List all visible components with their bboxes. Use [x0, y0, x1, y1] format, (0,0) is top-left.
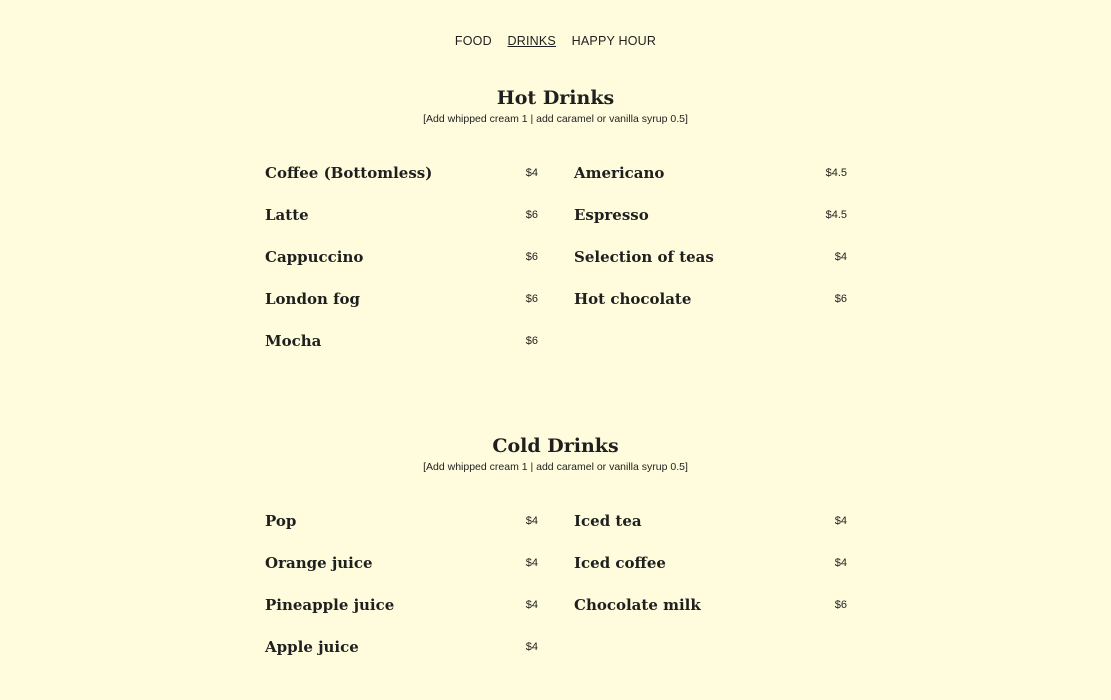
menu-item-price: $6	[525, 251, 538, 263]
menu-item-price: $6	[834, 293, 847, 305]
nav-link-happy-hour[interactable]: HAPPY HOUR	[571, 34, 657, 48]
menu-item-name: Chocolate milk	[574, 596, 701, 614]
menu-item	[574, 205, 847, 227]
menu-item	[574, 247, 847, 269]
menu-item-price: $6	[525, 209, 538, 221]
menu-item-price: $4.5	[825, 167, 847, 179]
hot-drinks-title: Hot Drinks	[496, 87, 615, 109]
menu-item	[265, 637, 538, 659]
menu-item	[265, 331, 538, 353]
menu-item-price: $4.5	[825, 209, 847, 221]
menu-item-price: $4	[834, 557, 847, 569]
menu-item-name: Apple juice	[265, 638, 359, 656]
menu-item-price: $6	[525, 293, 538, 305]
menu-item-name: Pineapple juice	[265, 596, 395, 614]
menu-item-name: Orange juice	[265, 554, 373, 572]
menu-item-name: Mocha	[265, 332, 322, 350]
menu-item	[574, 511, 847, 533]
menu-item-name: Pop	[265, 512, 297, 530]
menu-item	[574, 289, 847, 311]
menu-item-price: $4	[525, 167, 538, 179]
hot-drinks-section	[0, 86, 1111, 126]
menu-item	[574, 553, 847, 575]
menu-item-name: Iced tea	[574, 512, 642, 530]
menu-item	[265, 205, 538, 227]
menu-item-price: $4	[525, 557, 538, 569]
menu-item	[265, 163, 538, 185]
menu-item-name: Hot chocolate	[574, 290, 692, 308]
cold-drinks-note: [Add whipped cream 1 | add caramel or vanilla syrup 0.5]	[423, 461, 688, 473]
nav-link-food[interactable]: FOOD	[454, 34, 492, 48]
menu-item	[265, 247, 538, 269]
menu-item	[265, 511, 538, 533]
hot-drinks-note: [Add whipped cream 1 | add caramel or vanilla syrup 0.5]	[423, 113, 688, 125]
menu-item	[265, 289, 538, 311]
menu-item-name: Espresso	[574, 206, 649, 224]
menu-item-price: $4	[525, 641, 538, 653]
menu-item	[574, 595, 847, 617]
menu-item-price: $4	[834, 251, 847, 263]
menu-item-price: $4	[525, 599, 538, 611]
menu-item-name: Coffee (Bottomless)	[265, 164, 433, 182]
menu-item-price: $4	[834, 515, 847, 527]
nav-link-drinks[interactable]: DRINKS	[507, 34, 556, 48]
menu-item-price: $6	[834, 599, 847, 611]
menu-item-name: Americano	[574, 164, 665, 182]
menu-item-name: Cappuccino	[265, 248, 364, 266]
top-nav	[0, 34, 1111, 48]
menu-item-name: London fog	[265, 290, 361, 308]
menu-item	[574, 163, 847, 185]
menu-item	[265, 595, 538, 617]
cold-drinks-title: Cold Drinks	[492, 435, 619, 457]
menu-item-name: Iced coffee	[574, 554, 666, 572]
menu-item-name: Selection of teas	[574, 248, 714, 266]
menu-item-name: Latte	[265, 206, 309, 224]
menu-item	[265, 553, 538, 575]
menu-item-price: $6	[525, 335, 538, 347]
menu-item-price: $4	[525, 515, 538, 527]
cold-drinks-section	[0, 434, 1111, 474]
